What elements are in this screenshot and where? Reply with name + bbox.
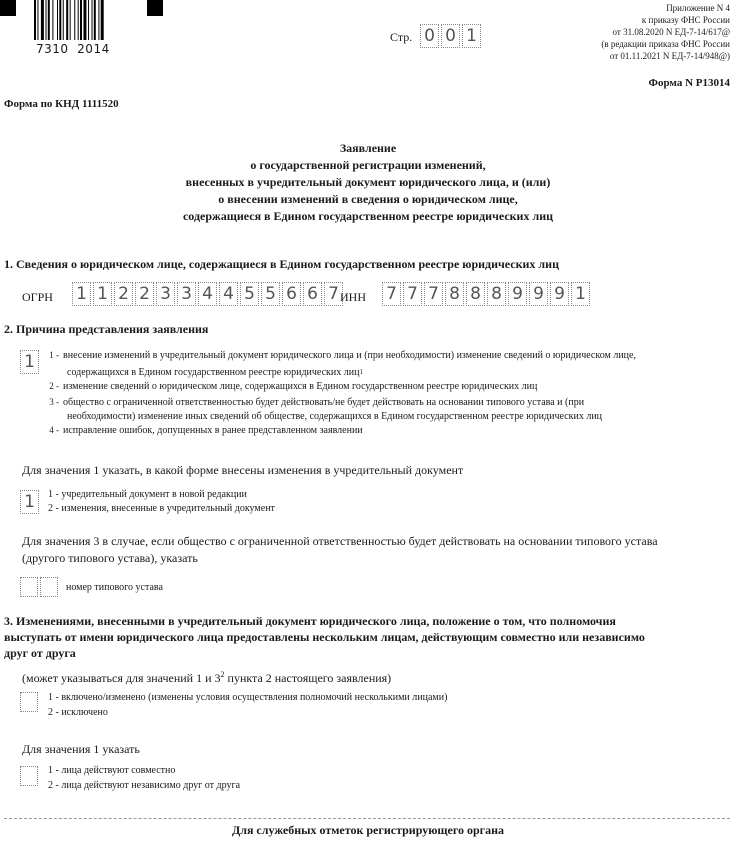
page-digit-box: 0: [441, 24, 460, 48]
inn-digit-box: 9: [550, 282, 569, 306]
page-number-boxes: [420, 24, 483, 48]
title-line: о внесении изменений в сведения о юридическом лице,: [218, 192, 518, 206]
ogrn-label: ОГРН: [22, 290, 53, 304]
barcode: [34, 0, 130, 40]
inn-digit-box: 9: [529, 282, 548, 306]
reason-option-num: 2 -: [49, 381, 59, 391]
page-digit-box: 0: [420, 24, 439, 48]
section3-note: [22, 667, 391, 686]
appendix-line: Приложение N 4: [666, 3, 730, 13]
ogrn-digit-box: 3: [156, 282, 175, 306]
inn-digit-box: 1: [571, 282, 590, 306]
ogrn-digit-box: 6: [303, 282, 322, 306]
typical-charter-field[interactable]: [20, 577, 60, 597]
authority-options: [48, 691, 447, 719]
registration-marker-right: [147, 0, 163, 16]
typical-prompt: [22, 533, 658, 567]
ogrn-digit-box: 4: [219, 282, 238, 306]
note-text: (может указываться для значений 1 и 3: [22, 671, 221, 685]
section3-heading-line3: друг от друга: [4, 646, 76, 660]
appendix-line: к приказу ФНС России: [641, 15, 730, 25]
registration-marker-left: [0, 0, 16, 16]
note-footnote: 2: [220, 670, 225, 679]
reason-box: 1: [20, 350, 39, 374]
inn-digit-box: 7: [424, 282, 443, 306]
joint-action-box: [20, 766, 38, 786]
inn-digit-box: 8: [487, 282, 506, 306]
reason-option-text: изменение сведений о юридическом лице, содержащихся в Едином государственном реестре юридических лиц: [63, 381, 538, 392]
appendix-reference: [530, 2, 730, 62]
reason-field[interactable]: [20, 350, 41, 374]
reason-option-text: исправление ошибок, допущенных в ранее представленном заявлении: [63, 425, 363, 436]
inn-field[interactable]: [382, 282, 592, 306]
authority-option-1: 1 - включено/изменено (изменены условия осуществления полномочий несколькими лицами): [48, 692, 448, 703]
form-box: 1: [20, 490, 39, 514]
appendix-line: от 01.11.2021 N ЕД-7-14/948@): [609, 51, 730, 61]
appendix-line: от 31.08.2020 N ЕД-7-14/617@: [612, 27, 730, 37]
joint-action-option-2: 2 - лица действуют независимо друг от друга: [48, 780, 241, 791]
reason-option-num: 4 -: [49, 425, 59, 435]
service-marks-heading: Для служебных отметок регистрирующего органа: [231, 823, 505, 837]
page-label: Стр.: [390, 30, 413, 44]
typical-label: номер типового устава: [66, 582, 163, 593]
reason-option-text-cont: необходимости) изменение иных сведений об обществе, содержащихся в Едином государственном реестре юридических лиц: [67, 411, 603, 422]
authority-option-2: 2 - исключено: [48, 707, 108, 718]
reason-options: [45, 349, 725, 438]
reason-option-num: 1 -: [49, 350, 59, 360]
form-prompt: Для значения 1 указать, в какой форме внесены изменения в учредительный документ: [22, 463, 464, 477]
authority-change-field[interactable]: [20, 692, 40, 712]
note-text-end: пункта 2 настоящего заявления): [224, 671, 392, 685]
joint-action-option-1: 1 - лица действуют совместно: [48, 765, 176, 776]
ogrn-digit-box: 2: [114, 282, 133, 306]
section3-heading-line1: 3. Изменениями, внесенными в учредительный документ юридического лица, положение о том, что полномочия: [4, 614, 616, 628]
reason-option-1: [45, 349, 725, 366]
section2-heading: 2. Причина представления заявления: [4, 322, 209, 336]
sub-prompt: Для значения 1 указать: [22, 742, 140, 756]
reason-option-num: 3 -: [49, 397, 59, 407]
form-field[interactable]: [20, 490, 41, 514]
ogrn-digit-box: 6: [282, 282, 301, 306]
inn-label: ИНН: [340, 290, 366, 304]
ogrn-digit-box: 5: [240, 282, 259, 306]
appendix-line: (в редакции приказа ФНС России: [601, 39, 730, 49]
section1-heading: 1. Сведения о юридическом лице, содержащиеся в Едином государственном реестре юридических лиц: [4, 257, 559, 271]
reason-option-text: общество с ограниченной ответственностью будет действовать/не будет действовать на основании типового устава и (при: [63, 397, 585, 408]
ogrn-digit-box: 2: [135, 282, 154, 306]
section3-heading: [4, 613, 645, 661]
page-digit-box: 1: [462, 24, 481, 48]
section3-heading-line2: выступать от имени юридического лица предоставлены нескольким лицам, действующим совместно или независимо: [4, 630, 645, 644]
typical-box: [40, 577, 58, 597]
joint-action-field[interactable]: [20, 766, 40, 786]
reason-option-2: [45, 380, 725, 396]
reason-option-text: внесение изменений в учредительный документ юридического лица и (при необходимости) изменение сведений о юридическом лице,: [63, 350, 636, 361]
form-option-1: 1 - учредительный документ в новой редакции: [48, 489, 247, 500]
reason-option-4: [45, 424, 725, 438]
inn-digit-box: 7: [382, 282, 401, 306]
title-line: Заявление: [339, 141, 397, 155]
typical-prompt-line2: (другого типового устава), указать: [22, 551, 198, 565]
ogrn-digit-box: 1: [72, 282, 91, 306]
joint-action-options: [48, 764, 240, 792]
knd-code: Форма по КНД 1111520: [4, 98, 119, 110]
ogrn-digit-box: 3: [177, 282, 196, 306]
authority-box: [20, 692, 38, 712]
ogrn-digit-box: 5: [261, 282, 280, 306]
ogrn-field[interactable]: [72, 282, 345, 306]
reason-option-text-cont: содержащихся в Едином государственном реестре юридических лиц: [67, 367, 360, 378]
title-line: содержащиеся в Едином государственном реестре юридических лиц: [182, 209, 554, 223]
inn-digit-box: 9: [508, 282, 527, 306]
inn-digit-box: 8: [466, 282, 485, 306]
form-options: [48, 488, 275, 515]
form-number: Форма N Р13014: [648, 77, 730, 89]
form-option-2: 2 - изменения, внесенные в учредительный документ: [48, 503, 275, 514]
inn-digit-box: 7: [403, 282, 422, 306]
footer-divider: [4, 818, 730, 819]
footnote-ref: 1: [359, 368, 363, 376]
reason-option-3: [45, 396, 725, 410]
title-line: о государственной регистрации изменений,: [250, 158, 486, 172]
typical-box: [20, 577, 38, 597]
typical-prompt-line1: Для значения 3 в случае, если общество с ограниченной ответственностью будет действовать на основании типового устава: [22, 534, 658, 548]
barcode-number: 7310 2014: [36, 42, 110, 56]
document-title: [0, 140, 736, 225]
ogrn-digit-box: 1: [93, 282, 112, 306]
ogrn-digit-box: 4: [198, 282, 217, 306]
title-line: внесенных в учредительный документ юридического лица, и (или): [185, 175, 551, 189]
ogrn-digit-box: 7: [324, 282, 343, 306]
inn-digit-box: 8: [445, 282, 464, 306]
